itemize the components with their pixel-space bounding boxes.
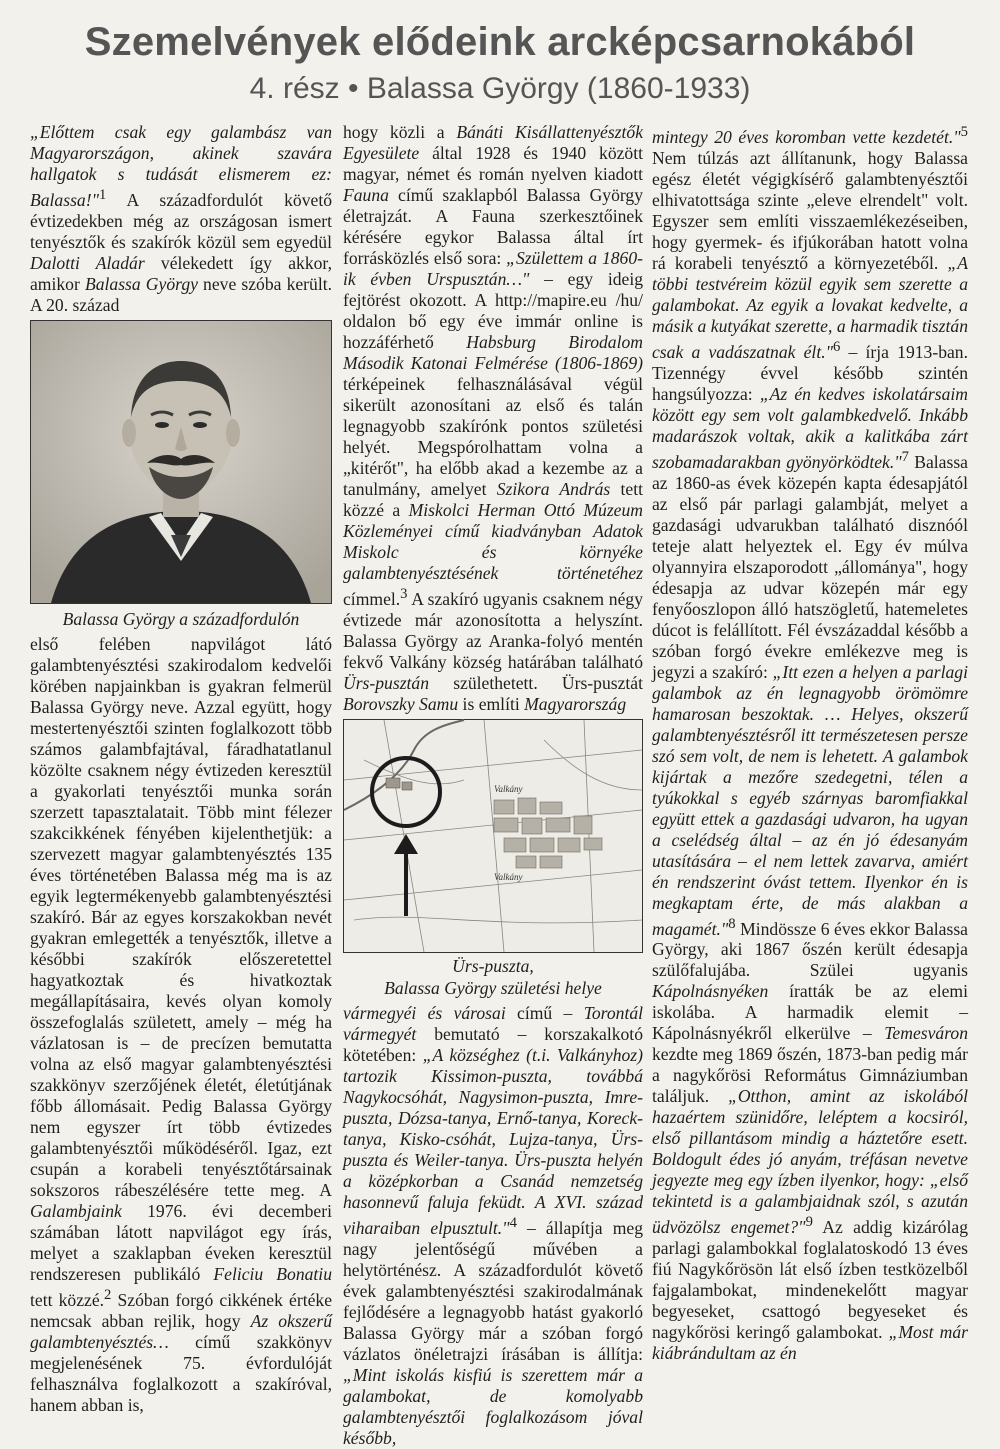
text-run: A szakíró ugyanis csaknem négy évtizede már azonosította a helyszínt. Balassa György az Aranka-folyó mentén fekvő Valkány község határában található	[343, 588, 643, 672]
quote: „Mint iskolás kisfiú is szerettem már a galambokat, de komolyabb galambtenyésztői foglalkozásom jóval később,	[343, 1364, 643, 1448]
person-name: Borovszky Samu	[343, 693, 459, 714]
text-run: című szaklapból Balassa György életrajzát. A Fauna szerkesztőinek kérésére egykor Balassa által írt forrásközlés első sora:	[343, 185, 643, 268]
text-run: is említi	[458, 693, 525, 714]
text-column-3	[652, 122, 969, 1364]
footnote-ref: 7	[901, 448, 909, 465]
quote: „A többi testvéreim közül egyik sem szerette a galambokat. Az egyik a lovakat kedvelte, a másik a kutyákat szerette, a harmadik tisztán csak a vadászatnak élt."	[652, 252, 968, 362]
person-name: Balassa György	[84, 273, 198, 294]
map-caption-line-2: Balassa György születési helye	[384, 977, 602, 998]
article-title: Szemelvények elődeink arcképcsarnokából	[84, 20, 916, 64]
text-run: című –	[505, 1002, 584, 1023]
text-run: – állapítja meg nagy jelentőségű művében a helytörténész. A századfordulót követő évek galambtenyésztési szakirodalmának fejlődésére a legnagyobb hatást gyakorló Balassa György már a szóban forgó vázlatos önéletrajzi írásában is állítja:	[343, 1217, 643, 1364]
paragraph	[652, 122, 968, 1364]
text-run: – egy ideig fejtörést okozott. A http://mapire.eu /hu/ oldalon bő egy éve immár online is hozzáférhető	[343, 269, 644, 352]
book-title: vármegyéi és városai	[343, 1002, 506, 1023]
quote: „Itt ezen a helyen a parlagi galambok az én legnagyobb örömömre hamarosan beszoktak. … Helyes, okszerű galambtenyésztésről itt természetesen persze szó sem volt, de nem is lehetett. A galambok kijártak a mezőre szedegetni, télen a tyúkokkal s egyéb szárnyas baromfiakkal együtt ettek a gazdasági udvaron, ha ugyan a cselédség által – az én jó édesanyám utasítására – el nem lettek zavarva, amiért én rendszerint óvást tettem. Ilyenkor én is megkaptam érte, de más alakban a magamét."	[652, 661, 968, 939]
paragraph	[30, 122, 332, 316]
portrait-caption: Balassa György a századfordulón	[62, 608, 300, 629]
text-run: 1976. évi decemberi számában látott napvilágot egy írás, melyet a szaklapban éveken keresztül rendszeresen publikáló	[30, 1200, 332, 1284]
paragraph	[343, 122, 643, 715]
paragraph	[343, 1003, 643, 1449]
text-run: vélekedett így akkor, amikor	[30, 252, 332, 294]
text-run: című szakkönyv megjelenésének 75. évfordulóját felhasználva foglalkozott a szakíróval, hanem abban is,	[30, 1331, 332, 1415]
map-caption	[343, 955, 643, 999]
place-name: Ürs-pusztán	[343, 672, 430, 693]
quote: „Előttem csak egy galambász van Magyarországon, akinek szavára hallgatok s tudását elismerem ez: Balassa!"	[30, 122, 332, 210]
text-run: első felében napvilágot látó galambtenyésztési szakirodalom kedvelői körében napjainkban is gyakran felmerül Balassa György neve. Azzal együtt, hogy mestertenyésztői szinten foglalkozott több számos galambfajtával, fáradhatatlanul közölte csaknem négy évtizeden keresztül a gyakorlati tenyésztői munka során szerzett tapasztalatait. Több mint félezer szakcikkének fényében kijelenthetjük: a szervezett magyar galambtenyésztés 135 éves történetében Balassa még ma is az egyik legtermékenyebb galambtenyésztési szakíró. Bár az egyes korszakokban nevét gyakran emlegették a tenyésztők, illetve a későbbi szakírók előszeretettel hagyatkoztak és hivatkoztak megállapításaira, kevés olyan komoly összefoglalás született, amely – még ha vázlatosan is – de precízen bemutatta volna az első magyar galambtenyésztési szakkönyv szerzőjének életét, életútjának főbb állomásait. Pedig Balassa György nem egyszer írt több évtizedes galambtenyésztői működéséről. Igaz, ezt csupán a korabeli tenyésztőtársainak sokszoros rábeszélésére tette meg. A	[30, 633, 332, 1200]
quote: „A községhez (t.i. Valkányhoz) tartozik Kissimon-puszta, továbbá Nagykocsóhát, Nagysimon-puszta, Imre-puszta, Dózsa-tanya, Ernő-tanya, Koreck-tanya, Kisko-csóhát, Lujza-tanya, Ürs-puszta és Weiler-tanya. Ürs-puszta helyén a középkorban a Csanád nemzetség hasonnevű faluja feküdt. A XVI. század viharaiban elpusztult."	[343, 1044, 643, 1238]
journal-name: Fauna	[343, 185, 389, 205]
quote: mintegy 20 éves koromban vette kezdetét."	[652, 126, 961, 147]
text-run: hogy közli a	[343, 122, 457, 142]
place-name: Kápolnásnyéken	[652, 981, 769, 1002]
text-run: születhetett. Ürs-pusztát	[429, 672, 643, 693]
footnote-ref: 5	[960, 124, 968, 140]
person-name: Feliciu Bonatiu	[213, 1263, 332, 1284]
text-run: Az addig kizárólag parlagi galambokkal foglalatoskodó 13 éves fiú Nagykőrösön lát első ízben testközelből fajgalambokat, mindenekelőtt magyar begyeseket, csattogó begyeseket és nagykőrösi keringő galambokat.	[652, 1217, 969, 1343]
footnote-ref: 1	[98, 187, 107, 203]
book-title: Az okszerű galambtenyésztés…	[30, 1310, 332, 1352]
book-title: Magyarország	[524, 693, 627, 714]
person-name: Dalotti Aladár	[30, 252, 145, 273]
text-run: bemutató – korszakalkotó kötetében:	[343, 1023, 643, 1065]
text-run: A századfordulót követő évtizedekben még az országosan ismert tenyésztők és szakírók közül sem egyedül	[30, 189, 332, 252]
text-run: Mindössze 6 éves ekkor Balassa György, aki 1867 őszén került édesapja szülőfalujába. Szülei ugyanis	[652, 918, 968, 981]
paragraph	[30, 634, 332, 1416]
text-column-1	[30, 122, 333, 1415]
text-run: – írja 1913-ban. Tizennégy évvel később szintén hangsúlyozza:	[652, 341, 968, 404]
article-subtitle: 4. rész • Balassa György (1860-1933)	[249, 72, 751, 105]
publication-title: Miskolci Herman Ottó Múzeum Közleményei című kiadványban Adatok Miskolc és környéke galambtenyésztésének történetéhez	[343, 500, 643, 583]
footnote-ref: 2	[104, 1286, 112, 1303]
text-run: Nem túlzás azt állítanunk, hogy Balassa egész életét végigkísérő galambtenyésztői elhivatottsága szinte „eleve elrendelt" volt. Egyszer sem említi visszaemlékezéseiben, hogy gyermek- és ifjúkorában hatott volna rá korabeli tenyésztő a környezetéből.	[652, 147, 968, 273]
footnote-ref: 4	[509, 1214, 517, 1231]
text-run: Balassa az 1860-as évek közepén kapta édesapjától az első pár parlagi galambját, melyet a gazdasági udvarukban található disznóól teteje alatt helyeztek el. Egy év múlva olyannyira elszaporodott „állománya", hogy édesapja az udvar közepén már egy fenyőoszlopon álló hatszögletű, hatemeletes dúcot is felállított. Fél évszázaddal később a szóban forgó évekre emlékezve meg is jegyzi a szakíró:	[652, 451, 968, 682]
footnote-ref: 6	[833, 338, 841, 355]
text-run: neve szóba került. A 20. század	[30, 273, 333, 315]
footnote-ref: 9	[805, 1214, 813, 1231]
quote: „Születtem a 1860-ik évben Urspusztán…"	[343, 248, 643, 289]
quote: „Az én kedves iskolatársaim között egy sem volt galambkedvelő. Inkább madarászok voltak, akik a kalitkába zárt szobamadarakban gyönyörködtek."	[652, 383, 968, 472]
quote: „Otthon, amint az iskolából hazaértem szünidőre, leléptem a kocsiról, első pillantásom mindig a háztetőre esett. Boldogult édes jó anyám, tréfásan nevetve jegyezte meg egy ízben ilyenkor, hogy: „első tekintetd is a galambjaidnak szól, s azután üdvözölsz engemet?"	[652, 1086, 969, 1238]
org-name: Bánáti Kisállattenyésztők Egyesülete	[343, 122, 644, 163]
portrait-figure	[30, 320, 332, 630]
map-image	[344, 720, 642, 952]
county-name: Torontál vármegyét	[343, 1002, 644, 1044]
map-label-valkany-bottom: Valkány	[494, 871, 523, 882]
place-name: Temesváron	[884, 1023, 968, 1044]
text-column-2	[343, 122, 644, 1448]
text-run: térképeinek felhasználásával végül sikerült azonosítani az első és talán legnagyobb szakírónk pontos születési helyét. Megspórolhattam volna a „kitérőt", ha előbb akad a kezembe az a tanulmány, amelyet	[343, 374, 643, 499]
portrait-photo	[30, 320, 332, 604]
text-run: tett közzé.	[30, 1289, 105, 1310]
survey-title: Habsburg Birodalom Második Katonai Felmérése (1806-1869)	[343, 332, 643, 373]
text-run: tett közzé a	[343, 479, 643, 520]
historic-map	[343, 719, 643, 953]
map-figure	[343, 719, 643, 999]
text-run: által 1928 és 1940 között magyar, német és román nyelven kiadott	[343, 143, 643, 184]
footnote-ref: 3	[400, 586, 408, 602]
text-run: Szóban forgó cikkének értéke nemcsak abban rejlik, hogy	[30, 1289, 333, 1331]
footnote-ref: 8	[728, 915, 736, 932]
text-run: íratták be az elemi iskolába. A harmadik elemit – Kápolnásnyékről elkerülve –	[652, 981, 968, 1044]
journal-name: Galambjaink	[30, 1200, 122, 1221]
map-caption-line-1: Ürs-puszta,	[452, 955, 534, 976]
text-run: címmel.	[343, 588, 401, 609]
person-name: Szikora András	[496, 479, 611, 499]
map-label-valkany-top: Valkány	[494, 783, 523, 794]
portrait-image	[31, 321, 331, 603]
quote: „Most már kiábrándultam az én	[652, 1322, 968, 1364]
text-run: kezdte meg 1869 őszén, 1873-ban pedig már a nagykőrösi Református Gimnáziumban találjuk.	[652, 1044, 968, 1107]
